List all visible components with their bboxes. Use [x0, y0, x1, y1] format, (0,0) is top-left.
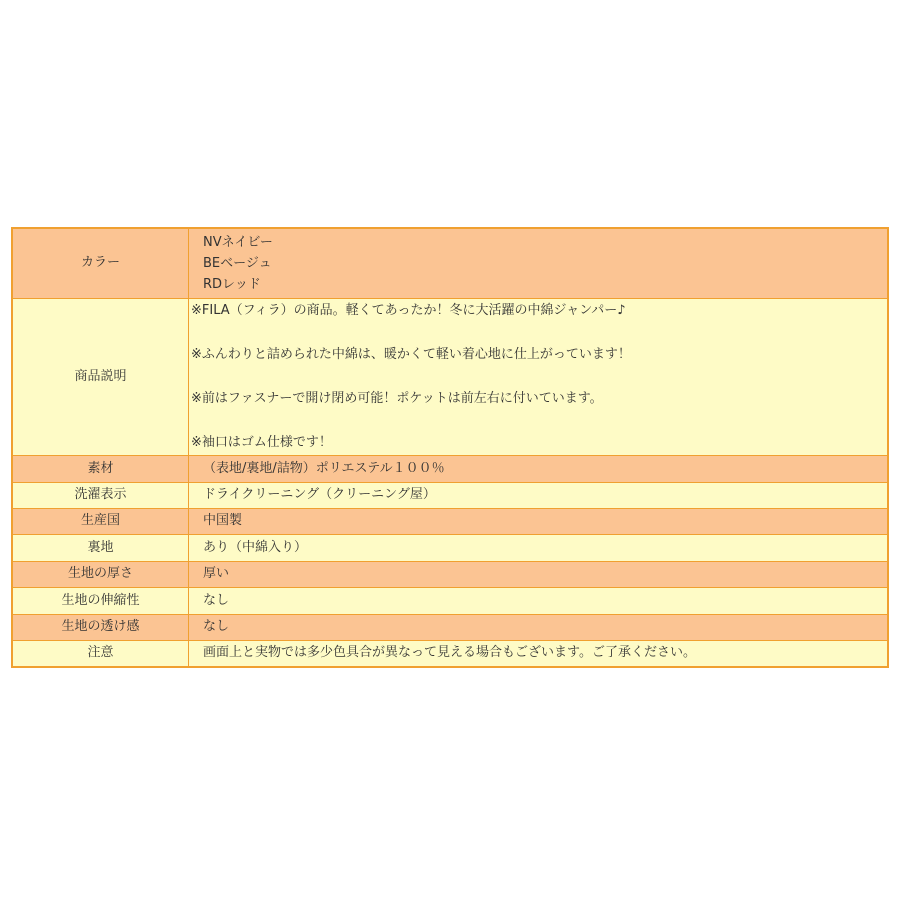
color-option: RDレッド	[203, 276, 261, 292]
spec-row-origin	[12, 508, 888, 534]
spec-label: 生地の厚さ	[12, 561, 189, 587]
description-paragraph: ※前はファスナーで開け閉め可能！ポケットは前左右に付いています。	[191, 390, 603, 406]
spec-value-color	[189, 228, 889, 298]
spec-row-notice	[12, 640, 888, 667]
spec-row-material	[12, 455, 888, 482]
spec-value: 画面上と実物では多少色具合が異なって見える場合もございます。ご了承ください。	[189, 640, 889, 667]
spec-label: 生地の伸縮性	[12, 587, 189, 614]
spec-label: 生産国	[12, 508, 189, 534]
product-spec-table	[11, 227, 889, 668]
spec-label: 注意	[12, 640, 189, 667]
spec-value: なし	[189, 614, 889, 640]
spec-row-stretch	[12, 587, 888, 614]
spec-label: 裏地	[12, 534, 189, 561]
spec-row-color	[12, 228, 888, 298]
spec-value: 厚い	[189, 561, 889, 587]
spec-value: あり（中綿入り）	[189, 534, 889, 561]
description-paragraph: ※ふんわりと詰められた中綿は、暖かくて軽い着心地に仕上がっています！	[191, 346, 631, 362]
description-paragraph: ※袖口はゴム仕様です！	[191, 434, 332, 450]
spec-label-description: 商品説明	[12, 298, 189, 455]
spec-value: （表地/裏地/詰物）ポリエステル１００％	[189, 455, 889, 482]
color-option: NVネイビー	[203, 234, 273, 250]
spec-label: 生地の透け感	[12, 614, 189, 640]
spec-label-color: カラー	[12, 228, 189, 298]
spec-label: 素材	[12, 455, 189, 482]
spec-row-description	[12, 298, 888, 455]
paragraph-gap	[191, 322, 887, 344]
spec-row-sheerness	[12, 614, 888, 640]
paragraph-gap	[191, 366, 887, 388]
paragraph-gap	[191, 410, 887, 432]
spec-value: ドライクリーニング（クリーニング屋）	[189, 482, 889, 508]
spec-value-description	[189, 298, 889, 455]
spec-row-care	[12, 482, 888, 508]
spec-value: なし	[189, 587, 889, 614]
color-option: BEベージュ	[203, 255, 272, 271]
description-paragraph: ※FILA（フィラ）の商品。軽くてあったか！冬に大活躍の中綿ジャンパー♪	[191, 302, 626, 318]
spec-label: 洗濯表示	[12, 482, 189, 508]
spec-row-thickness	[12, 561, 888, 587]
spec-row-lining	[12, 534, 888, 561]
spec-value: 中国製	[189, 508, 889, 534]
